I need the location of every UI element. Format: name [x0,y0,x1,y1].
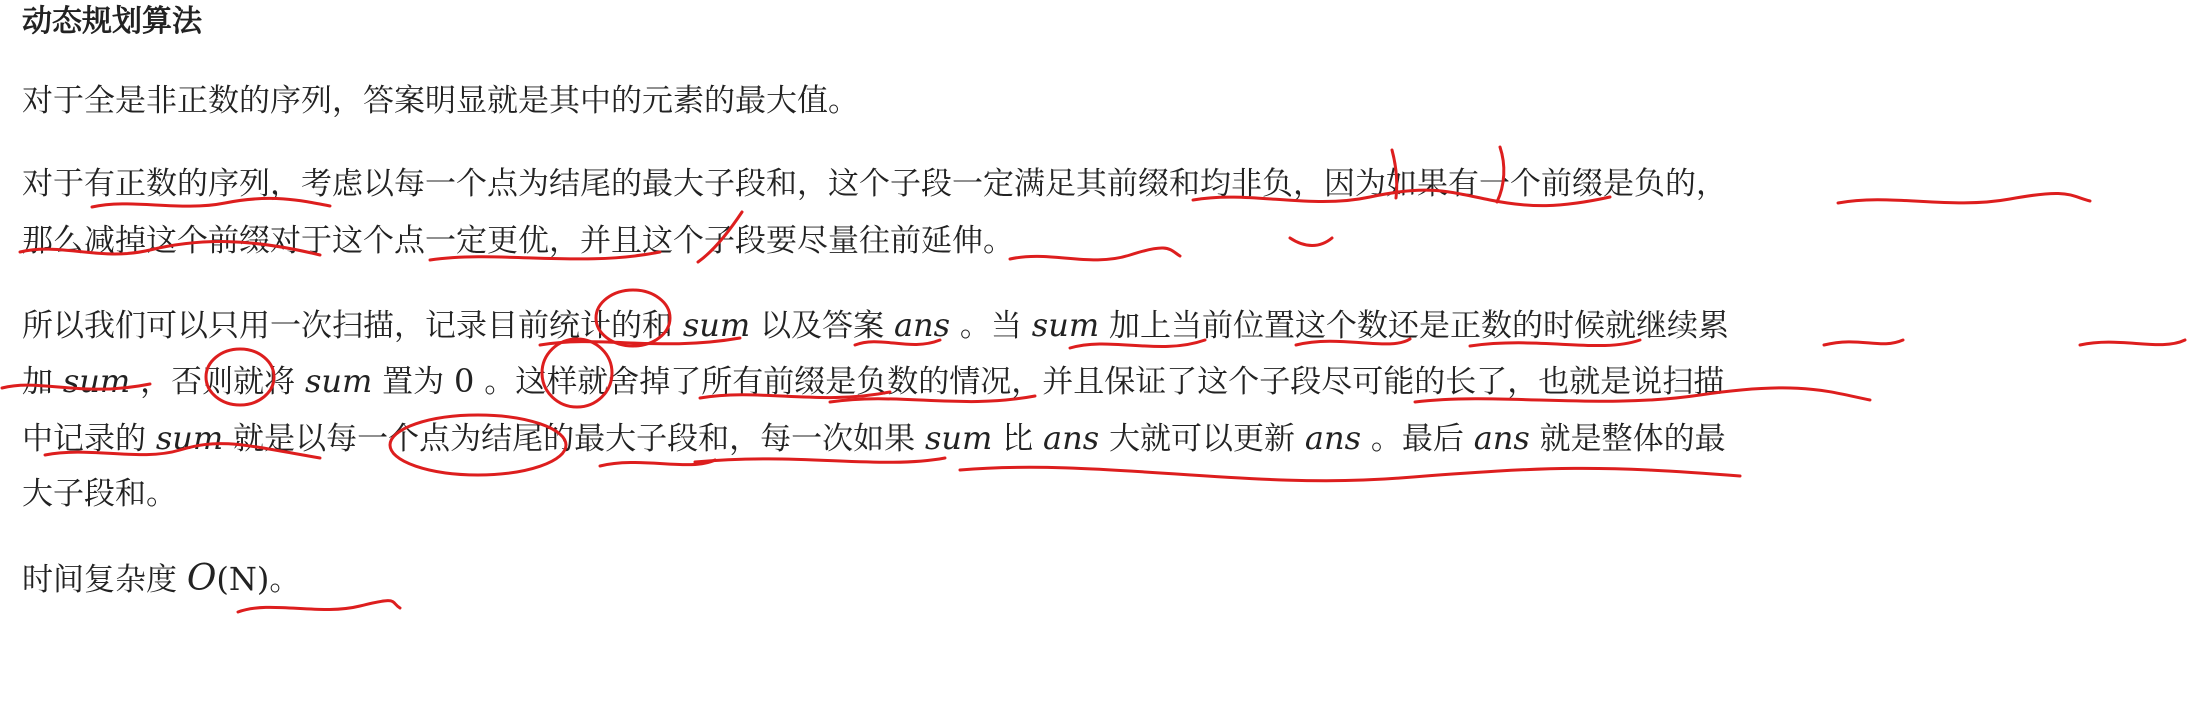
underline-ink [1838,193,2090,203]
math-ans: ans [1043,419,1100,457]
paragraph-scan-line-3: 中记录的 sum 就是以每一个点为结尾的最大子段和，每一次如果 sum 比 ans 大就可以更新 ans 。最后 ans 就是整体的最 [22,419,1726,457]
paragraph-positive-line-2: 那么减掉这个前缀对于这个点一定更优，并且这个子段要尽量往前延伸。 [22,223,1014,259]
paragraph-scan-line-1: 所以我们可以只用一次扫描，记录目前统计的和 sum 以及答案 ans 。当 sum 加上当前位置这个数还是正数的时候就继续累 [22,306,1730,344]
math-sum: sum [155,419,224,457]
math-sum: sum [924,419,993,457]
paragraph-complexity: 时间复杂度 O(N)。 [22,558,301,599]
math-ans: ans [1304,419,1361,457]
section-heading: 动态规划算法 [22,4,202,39]
paragraph-scan-line-2: 加 sum ，否则就将 sum 置为 0 。这样就舍掉了所有前缀是负数的情况，并且保证了这个子段尽可能的长了，也就是说扫描 [22,362,1725,400]
underline-ink [960,467,1740,480]
paragraph-scan-line-4: 大子段和。 [22,476,177,512]
math-sum: sum [62,362,131,400]
underline-ink [1010,248,1180,260]
math-sum: sum [682,306,751,344]
paragraph-nonpositive: 对于全是非正数的序列，答案明显就是其中的元素的最大值。 [22,83,859,119]
underline-ink [1290,238,1332,246]
underline-ink [2080,340,2185,345]
math-ans: ans [1473,419,1530,457]
math-sum: sum [1031,306,1100,344]
math-sum: sum [304,362,373,400]
math-argument: (N) [216,560,270,598]
math-big-o: O [186,558,217,599]
math-zero: 0 [454,362,475,400]
underline-ink [1824,340,1903,345]
paragraph-positive-line-1: 对于有正数的序列，考虑以每一个点为结尾的最大子段和，这个子段一定满足其前缀和均非负，因为如果有一个前缀是负的， [22,166,1727,202]
math-ans: ans [893,306,951,344]
